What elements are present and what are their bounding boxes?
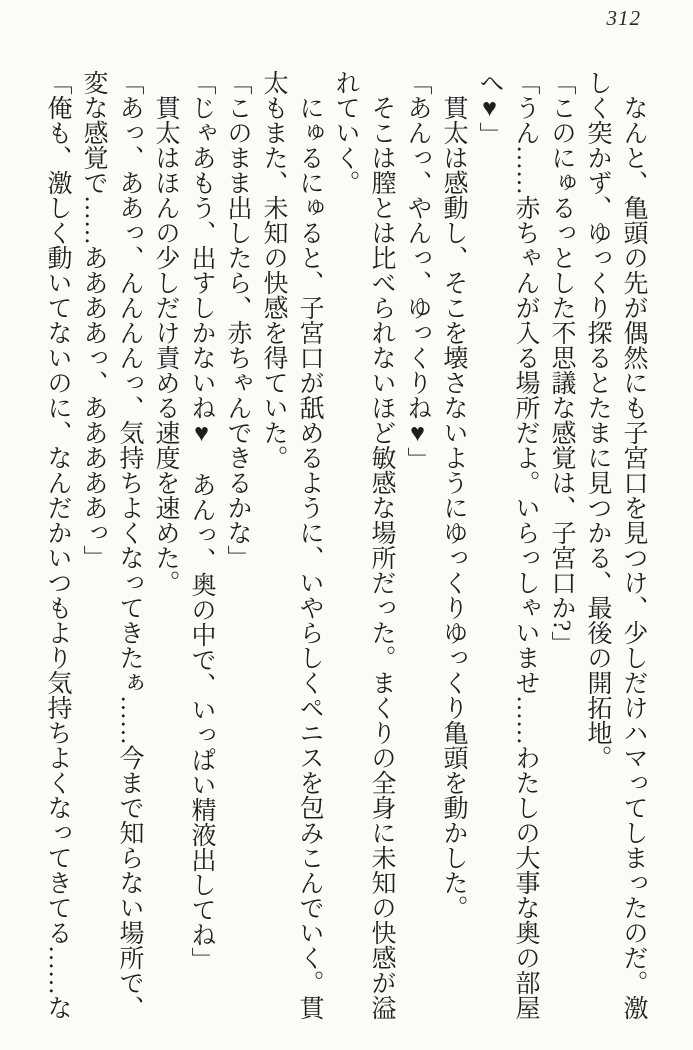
dialogue-paragraph: 「うん……赤ちゃんが入る場所だよ。いらっしゃいませ……わたしの大事な奥の部屋へ♥」 [476, 70, 539, 1020]
narration-paragraph: 貫太はほんの少しだけ責める速度を速めた。 [152, 95, 179, 595]
dialogue-paragraph: 「このまま出したら、赤ちゃんできるかな」 [224, 70, 251, 570]
dialogue-paragraph: 「あっ、ああっ、んんんんっ、気持ちよくなってきたぁ……今まで知らない場所で、変な感覚で……ああああっ、あああああっ」 [80, 70, 143, 1020]
vertical-text-block [39, 70, 651, 1022]
dialogue-paragraph: 「このにゅるっとした不思議な感覚は、子宮口か?」 [548, 70, 575, 657]
dialogue-paragraph: 「じゃあもう、出すしかないね♥ あんっ、奥の中で、いっぱい精液出してね」 [188, 70, 215, 972]
narration-paragraph: にゅるにゅると、子宮口が舐めるように、いやらしくペニスを包みこんでいく。貫太もまた、未知の快感を得ていた。 [260, 70, 323, 1020]
narration-paragraph: なんと、亀頭の先が偶然にも子宮口を見つけ、少しだけハマってしまったのだ。激しく突かず、ゆっくり探るとたまに見つかる、最後の開拓地。 [584, 70, 647, 1020]
dialogue-paragraph: 「あんっ、やんっ、ゆっくりね♥」 [404, 70, 431, 472]
dialogue-paragraph: 「俺も、激しく動いてないのに、なんだかいつもより気持ちよくなってきてる……な [44, 70, 71, 1020]
narration-paragraph: 貫太は感動し、そこを壊さないようにゆっくりゆっくり亀頭を動かした。 [440, 95, 467, 920]
narration-paragraph: そこは膣とは比べられないほど敏感な場所だった。まくりの全身に未知の快感が溢れていく。 [332, 70, 395, 1020]
page-number: 312 [606, 6, 641, 30]
